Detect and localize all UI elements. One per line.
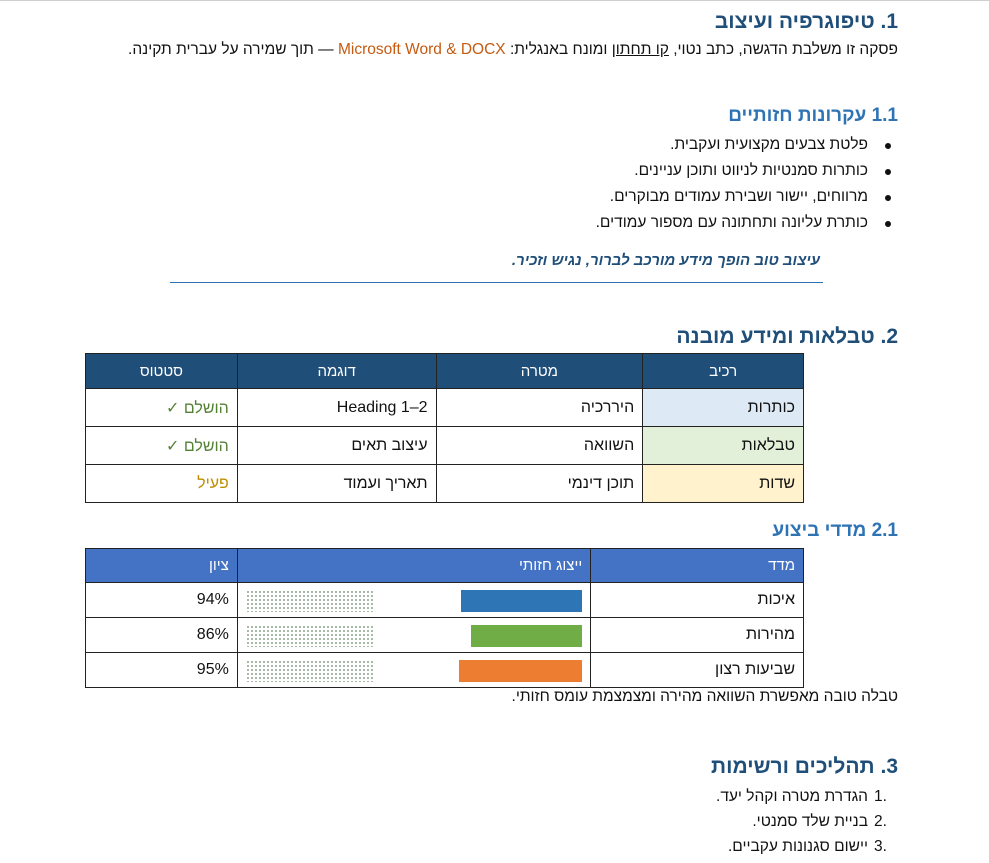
column-header: סטטוס: [86, 354, 238, 389]
section-2-1-heading: 2.1 מדדי ביצוע: [772, 520, 898, 541]
status-cell: פעיל: [86, 465, 238, 503]
list-item: פלטת צבעים מקצועית ועקבית.: [596, 132, 868, 158]
progress-fill: [471, 625, 582, 647]
progress-fill: [459, 660, 582, 682]
column-header: מטרה: [436, 354, 643, 389]
steps-list: [716, 784, 898, 859]
column-header: ציון: [86, 549, 238, 583]
metrics-table: [85, 548, 804, 688]
table-header-row: [86, 549, 804, 583]
metric-cell: שביעות רצון: [591, 653, 804, 688]
column-header: ייצוג חזותי: [237, 549, 590, 583]
table-row: [86, 389, 804, 427]
goal-cell: השוואה: [436, 427, 643, 465]
score-cell: 86%: [86, 618, 238, 653]
table-note: טבלה טובה מאפשרת השוואה מהירה ומצמצמת עומס חזותי.: [511, 688, 898, 705]
example-cell: עיצוב תאים: [237, 427, 436, 465]
list-item: כותרת עליונה ותחתונה עם מספור עמודים.: [596, 210, 868, 236]
para-text-2: ומונח באנגלית:: [505, 41, 612, 58]
example-cell: Heading 1–2: [237, 389, 436, 427]
section-1-1-heading: 1.1 עקרונות חזותיים: [728, 105, 898, 126]
progress-bar: [246, 588, 582, 612]
para-text-1: פסקה זו משלבת הדגשה, כתב נטוי,: [668, 41, 898, 58]
score-cell: 95%: [86, 653, 238, 688]
goal-cell: תוכן דינמי: [436, 465, 643, 503]
list-item: [716, 834, 898, 859]
score-cell: 94%: [86, 583, 238, 618]
progress-bar: [246, 623, 582, 647]
list-item: כותרות סמנטיות לניווט ותוכן עניינים.: [596, 158, 868, 184]
bar-cell: [237, 618, 590, 653]
bar-cell: [237, 653, 590, 688]
column-header: רכיב: [643, 354, 804, 389]
step-text: הגדרת מטרה וקהל יעד.: [716, 788, 868, 805]
pull-quote: עיצוב טוב הופך מידע מורכב לברור, נגיש וזכיר.: [511, 252, 820, 269]
table-header-row: [86, 354, 804, 389]
principles-list: [596, 132, 898, 236]
column-header: מדד: [591, 549, 804, 583]
list-item: [716, 809, 898, 834]
status-cell: הושלם ✓: [86, 427, 238, 465]
para-text-3: — תוך שמירה על עברית תקינה.: [128, 41, 338, 58]
list-item: [716, 784, 898, 809]
section-3-heading: 3. תהליכים ורשימות: [711, 755, 898, 778]
table-row: [86, 583, 804, 618]
underlined-term: קו תחתון: [611, 41, 669, 58]
progress-track: [246, 660, 375, 682]
quote-divider: [170, 282, 823, 283]
progress-track: [246, 590, 375, 612]
step-number: 2.: [874, 813, 887, 830]
section-1-heading: 1. טיפוגרפיה ועיצוב: [714, 10, 898, 33]
status-cell: הושלם ✓: [86, 389, 238, 427]
section-2-heading: 2. טבלאות ומידע מובנה: [676, 325, 898, 348]
english-term: Microsoft Word & DOCX: [337, 41, 506, 58]
progress-track: [246, 625, 375, 647]
table-row: [86, 618, 804, 653]
table-row: [86, 653, 804, 688]
list-item: מרווחים, יישור ושבירת עמודים מבוקרים.: [596, 184, 868, 210]
bar-cell: [237, 583, 590, 618]
step-text: יישום סגנונות עקביים.: [727, 838, 868, 855]
component-cell: טבלאות: [643, 427, 804, 465]
step-number: 3.: [874, 838, 887, 855]
component-cell: שדות: [643, 465, 804, 503]
example-cell: תאריך ועמוד: [237, 465, 436, 503]
step-number: 1.: [874, 788, 887, 805]
goal-cell: היררכיה: [436, 389, 643, 427]
metric-cell: איכות: [591, 583, 804, 618]
components-table: [85, 353, 804, 503]
table-row: [86, 465, 804, 503]
progress-fill: [461, 590, 582, 612]
progress-bar: [246, 658, 582, 682]
step-text: בניית שלד סמנטי.: [752, 813, 868, 830]
component-cell: כותרות: [643, 389, 804, 427]
column-header: דוגמה: [237, 354, 436, 389]
intro-paragraph: [128, 37, 898, 62]
metric-cell: מהירות: [591, 618, 804, 653]
table-row: [86, 427, 804, 465]
